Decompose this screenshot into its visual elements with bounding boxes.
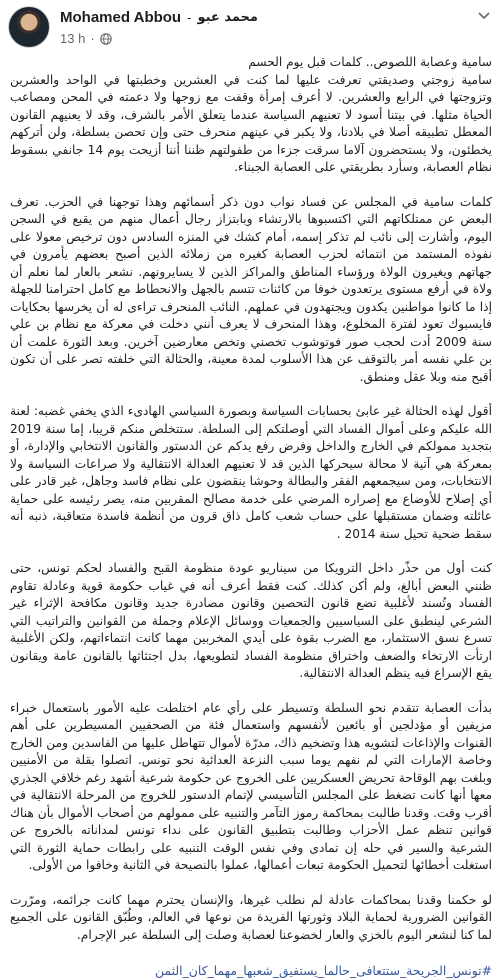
- timestamp-row: [60, 31, 258, 46]
- paragraph-6: لو حكمنا وقدنا بمحاكمات عادلة لم نطلب غيرها، والإنسان يحترم مهما كانت جرائمه، ومرّرت القوانين الضرورية لحماية البلاد وثورتها الفريدة من نوعها في العالم، وطُبّق القانون على الجميع لما كنا لنشعر اليوم بالخزي والعار لخضوعنا لعصابة وصلت إلى السلطة عبر الإجرام.: [10, 892, 492, 942]
- post-timestamp[interactable]: 13 h: [60, 31, 86, 46]
- post-header: [0, 0, 502, 54]
- chevron-down-icon[interactable]: [478, 4, 494, 23]
- author-row: [60, 9, 258, 26]
- globe-icon[interactable]: [100, 33, 112, 45]
- post-meta: [60, 4, 258, 46]
- post-title: سامية وعصابة اللصوص.. كلمات قبل يوم الحسم: [248, 55, 492, 69]
- paragraph-4: كنت أول من حذّر داخل الترويكا من سيناريو عودة منظومة القبح والفساد لحكم تونس، حتى ظنني البعض أبالغ، ولم أكن كذلك. كنت فقط أعرف أنه في غياب حكومة قوية وعادلة تقاوم الفساد وتُسند لأغلبية تضع قانون التحصين وقانون مصادرة جديد وقانون مكافحة الإثراء غير الشرعي لينطبق على السياسيين والجمعيات ووسائل الإعلام وجملة من القوانين والتراتيب التي تسرع نسق الاستثمار، مع الضرب بقوة على أيدي المخربين مهما كانت انتماءاتهم، ولكن الأغلبية ارتأت الارتخاء والضعف واختراق منظومة الفساد لتطويعها، بدل اجتثاثها بالقانون عامة ويقانون يقع الإسراع فيه ينظم العدالة الانتقالية.: [10, 561, 492, 680]
- hashtag-link[interactable]: #تونس_الجريحة_ستتعافى_حالما_يستفيق_شعبها_مهما_كان_الثمن: [155, 963, 492, 978]
- meta-dot: ·: [90, 31, 95, 46]
- post-body: [0, 54, 502, 944]
- author-name[interactable]: Mohamed Abbou: [60, 9, 182, 26]
- avatar[interactable]: [8, 6, 50, 48]
- author-name-arabic[interactable]: محمد عبو: [197, 10, 258, 25]
- paragraph-2: كلمات سامية في المجلس عن فساد نواب دون ذكر أسمائهم وهذا توجهنا في الحزب. تعرف البعض عن ممتلكاتهم التي اكتسبوها بالارتشاء وبابتزاز رجال أعمال منهم من يقبع في السجن اليوم، وأشارت إلى نائب لم تذكر إسمه، أمام كشك في المنزه السادس دون ترخيص معولا على نفوذه المستمد من انتمائه لحزب العصابة كغيره من زملائه الذين أصبح بعضهم يأمرون في جهاتهم ويغيرون الولاة ورؤساء المناطق والمراكز الذين لا يسايرونهم. نشعر بالعار لما نعلم أن ولاة في أرفع مستوى يرتعدون خوفا من كائنات تتسم بالجهل والانحطاط مع كامل احترامنا للجهلة إذا ما كانوا مواطنين يكدون ويجتهدون في عملهم. النائب المنحرف تراءى له أن يخرسها بحكايات فايسبوك تعود لفترة المخلوع، وهذا المنحرف لا يعرف أنني دخلت في معركة مع نظام بن علي سنة 2009 أدت لحجب صور فوتوشوب تخصني وتخص معارضين آخرين. وبعد الثورة علمت أن بن علي نفسه أمر بالتوقف عن هذا الأسلوب لمدة معينة، والحثالة التي خلفته تصر على أن تكون أقبح منه وبلا عقل ومنطق.: [10, 194, 492, 384]
- paragraph-5: بدأت العصابة تتقدم نحو السلطة وتسيطر على رأي عام اختلطت عليه الأمور باستعمال خبراء مزيفين أو مؤدلجين أو بائعين لأنفسهم واستعمال فئة من الصحفيين المسيطرين على أهم القنوات والإذاعات لتشويه هذا وتضخيم ذاك، مدرّة لأموال تتهاطل عليها من الفاسدين ومن الخارج وخاصة الإمارات التي لم نفهم يوما سبب النزعة العدائية نحو تونس. اتصلوا بقلة من الأمنيين وبلغت بهم الوقاحة تحريض العسكريين على الخروج عن حكومة شرعية أشهد رغم خلافي الجذري معها أنها كانت تضغط على المجلس التأسيسي لإتمام الدستور للخروج من المرحلة الانتقالية في أقرب وقت. وقدنا طالبت بمحاكمة رموز التآمر والتنبيه على ممولهم من أصحاب الأموال بأن هناك قوانين تنظم عمل الأحزاب وطالبت بتطبيق القانون على نداء تونس لمداناته بالخروج عن الشرعية والسير في حله إن تمادى وفي نفس الوقت التنبيه على رابطات حماية الثورة التي استغلت أخطائها لتحميل الحكومة تبعات أعمالها، عملوا بالنصيحة في الثانية وخافوا من الأولى.: [10, 700, 492, 872]
- author-name-separator: -: [187, 10, 192, 25]
- paragraph-1: سامية زوجتي وصديقتي تعرفت عليها لما كنت في العشرين وخطبتها في الواحد والعشرين وتزوجتها في الرابع والعشرين. لا أعرف إمرأة وقفت مع زوجها ولا دعمته في المحن ومصاعب الحياة مثلها. في بيتنا أسود لا تعنيهم السياسة عندما يتعلق الأمر بالشرف، وقد لا يعنيهم القانون المعطل تطبيقه أصلا في بلادنا، ولا يكبر في عينهم منحرف حتى وإن تحصن بسلطة، ولن أتركهم يخطئون، ولا يستحضرون آلاما سرقت جزءا من طفولتهم ظننا أننا أزيحت يوم 14 جانفي بسقوط نظام العصابة، وسأرد بطريقتي على العصابة الجبناء.: [10, 72, 492, 174]
- paragraph-3: أقول لهذه الحثالة غير عابئ بحسابات السياسة وبصورة السياسي الهادىء الذي يخفي غضبه: لعنة الله عليكم وعلى أموال الفساد التي أوصلتكم إلى السلطة. ستتخلص منكم قريبا، إما سنة 2019 بتجديد ممولكم في الخارج والداخل وفرض رفع يدكم عن الدستور والقانون الانتخابي والإدارة، أو بمعركة هي آتية لا محالة سيحركها الذين قد لا تعنيهم العدالة الانتقالية ولا صراعات السياسة ولا الانتخابات، ومن سيجمعهم الفقر والبطالة وحوشا ينقضون على نظام فاسد وجاهل، غير قادر على أي إصلاح للأوضاع مع إصراره المرضي على خدمة مصالح المقربين منه، يصر رئيسه على حماية عائلته وضمان مستقبلها على حساب شعب كامل ذاق قرون من أنظمة فاسدة متعاقبة، ذنبه أنه سقط ضحية تحيل سنة 2014 .: [10, 404, 492, 541]
